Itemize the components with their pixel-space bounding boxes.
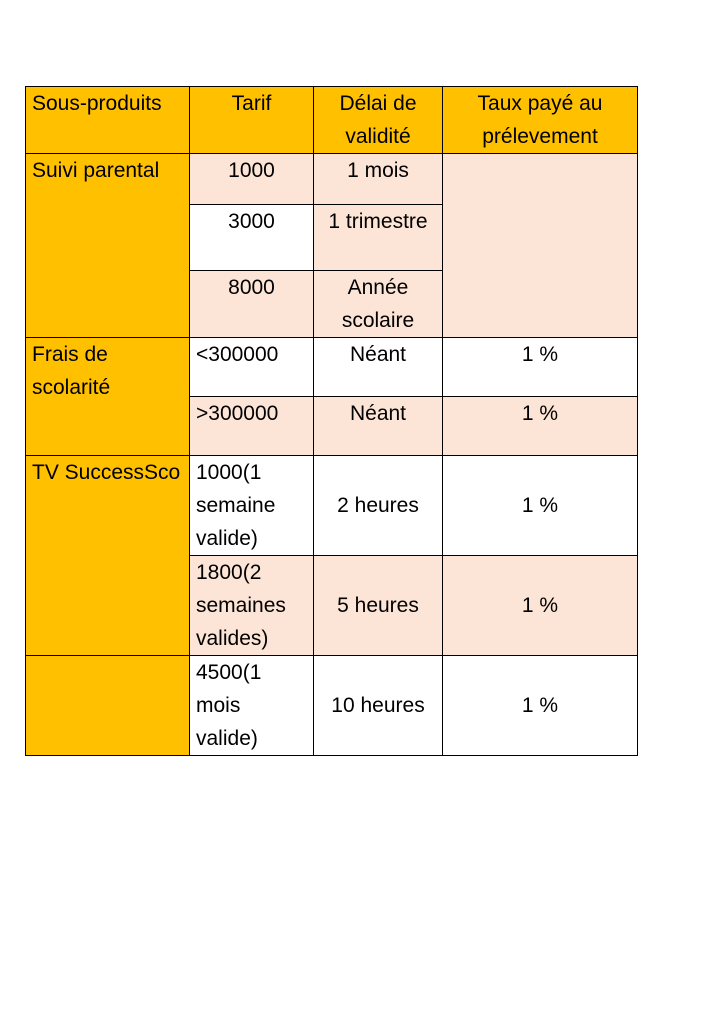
tarif-cell: <300000 — [190, 338, 314, 397]
taux-cell: 1 % — [443, 338, 638, 397]
header-row — [26, 87, 638, 154]
taux-cell: 1 % — [443, 556, 638, 656]
taux-cell: 1 % — [443, 397, 638, 456]
tarif-cell: 1800(2 semaines valides) — [190, 556, 314, 656]
product-suivi-parental: Suivi parental — [26, 154, 190, 338]
table-row — [26, 656, 638, 756]
header-sous-produits: Sous-produits — [26, 87, 190, 154]
taux-cell: 1 % — [443, 456, 638, 556]
header-delai: Délai de validité — [314, 87, 443, 154]
product-tv-successsco: TV SuccessSco — [26, 456, 190, 656]
taux-cell-empty — [443, 154, 638, 338]
tarif-cell: >300000 — [190, 397, 314, 456]
delai-cell: Année scolaire — [314, 271, 443, 338]
table-row — [26, 154, 638, 205]
tarif-cell: 8000 — [190, 271, 314, 338]
tarif-cell: 1000(1 semaine valide) — [190, 456, 314, 556]
table-row — [26, 456, 638, 556]
taux-cell: 1 % — [443, 656, 638, 756]
header-tarif: Tarif — [190, 87, 314, 154]
table-row — [26, 338, 638, 397]
pricing-table — [25, 86, 638, 756]
delai-cell: Néant — [314, 397, 443, 456]
tarif-cell: 4500(1 mois valide) — [190, 656, 314, 756]
delai-cell: 10 heures — [314, 656, 443, 756]
product-frais-scolarite: Frais de scolarité — [26, 338, 190, 456]
delai-cell: Néant — [314, 338, 443, 397]
delai-cell: 1 trimestre — [314, 205, 443, 271]
delai-cell: 5 heures — [314, 556, 443, 656]
tarif-cell: 3000 — [190, 205, 314, 271]
delai-cell: 1 mois — [314, 154, 443, 205]
delai-cell: 2 heures — [314, 456, 443, 556]
tarif-cell: 1000 — [190, 154, 314, 205]
header-taux: Taux payé au prélevement — [443, 87, 638, 154]
product-cell-empty — [26, 656, 190, 756]
